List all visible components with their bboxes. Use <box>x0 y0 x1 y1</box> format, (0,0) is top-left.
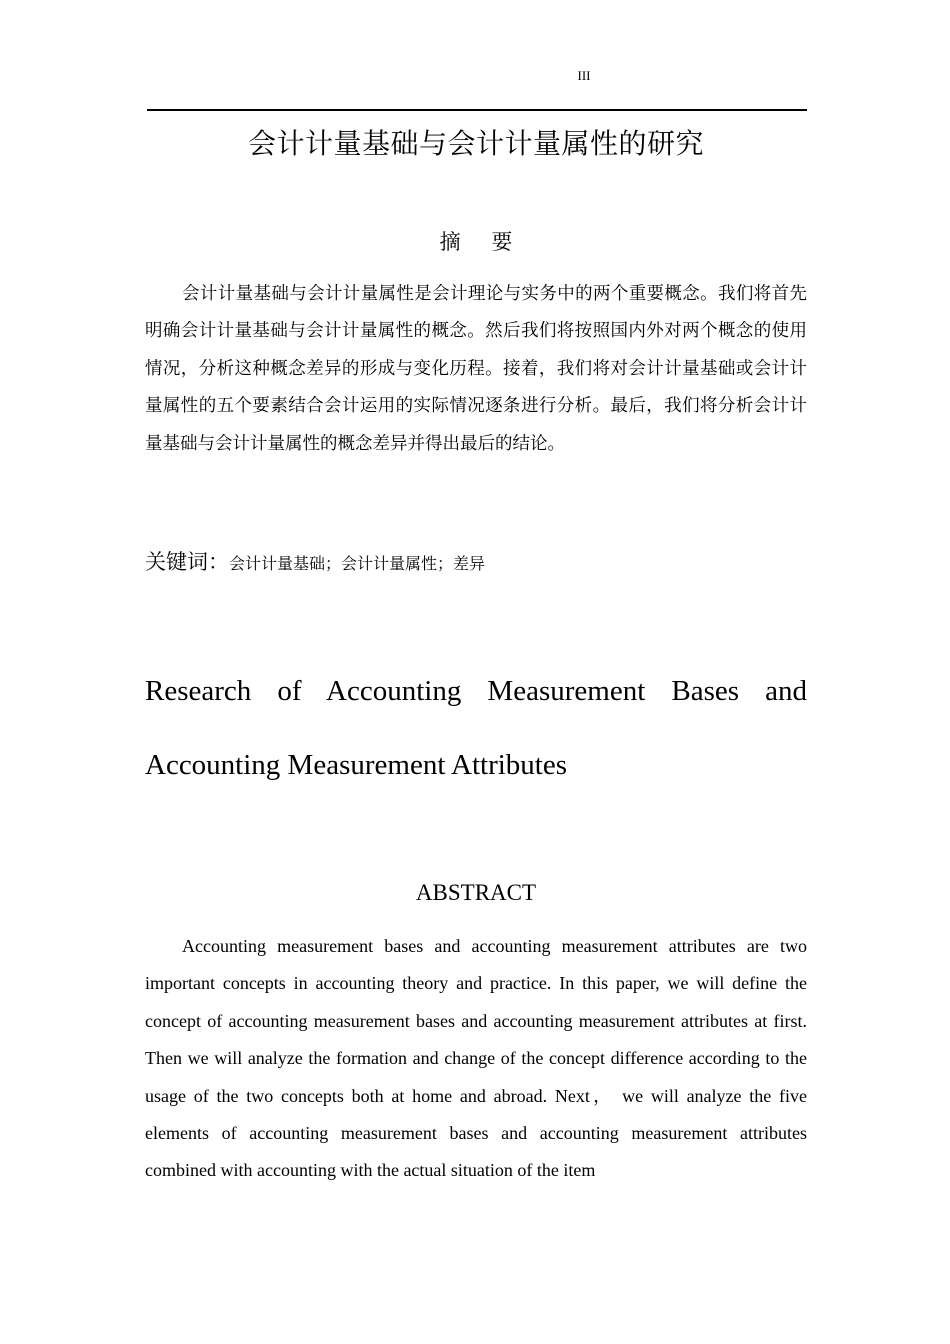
english-title <box>145 654 807 802</box>
english-title-line-2: Accounting Measurement Attributes <box>145 749 568 781</box>
english-abstract-heading: ABSTRACT <box>415 880 537 905</box>
page-number: III <box>577 68 591 83</box>
header-rule <box>147 109 807 111</box>
chinese-abstract-heading: 摘 要 <box>439 230 525 254</box>
chinese-abstract-body: 会计计量基础与会计计量属性是会计理论与实务中的两个重要概念。我们将首先明确会计计量基础与会计计量属性的概念。然后我们将按照国内外对两个概念的使用情况，分析这种概念差异的形成与变化历程。接着，我们将对会计计量基础或会计计量属性的五个要素结合会计运用的实际情况逐条进行分析。最后，我们将分析会计计量基础与会计计量属性的概念差异并得出最后的结论。 <box>145 284 807 454</box>
keywords-text: 会计计量基础；会计计量属性；差异 <box>229 554 486 573</box>
keywords-label: 关键词： <box>145 550 229 574</box>
english-title-line-1: Research of Accounting Measurement Bases and <box>145 675 807 707</box>
chinese-title: 会计计量基础与会计计量属性的研究 <box>247 127 704 160</box>
english-abstract-body: Accounting measurement bases and accounting measurement attributes are two important concepts in accounting theory and practice. In this paper, we will define the concept of accounting measurement bases and accounting measurement attributes at first. Then we will analyze the formation and change of the concept difference according to the usage of the two concepts both at home and abroad. Next， we will analyze the five elements of accounting measurement bases and accounting measurement attributes combined with accounting with the actual situation of the item <box>145 936 807 1181</box>
keywords-line <box>145 546 807 576</box>
